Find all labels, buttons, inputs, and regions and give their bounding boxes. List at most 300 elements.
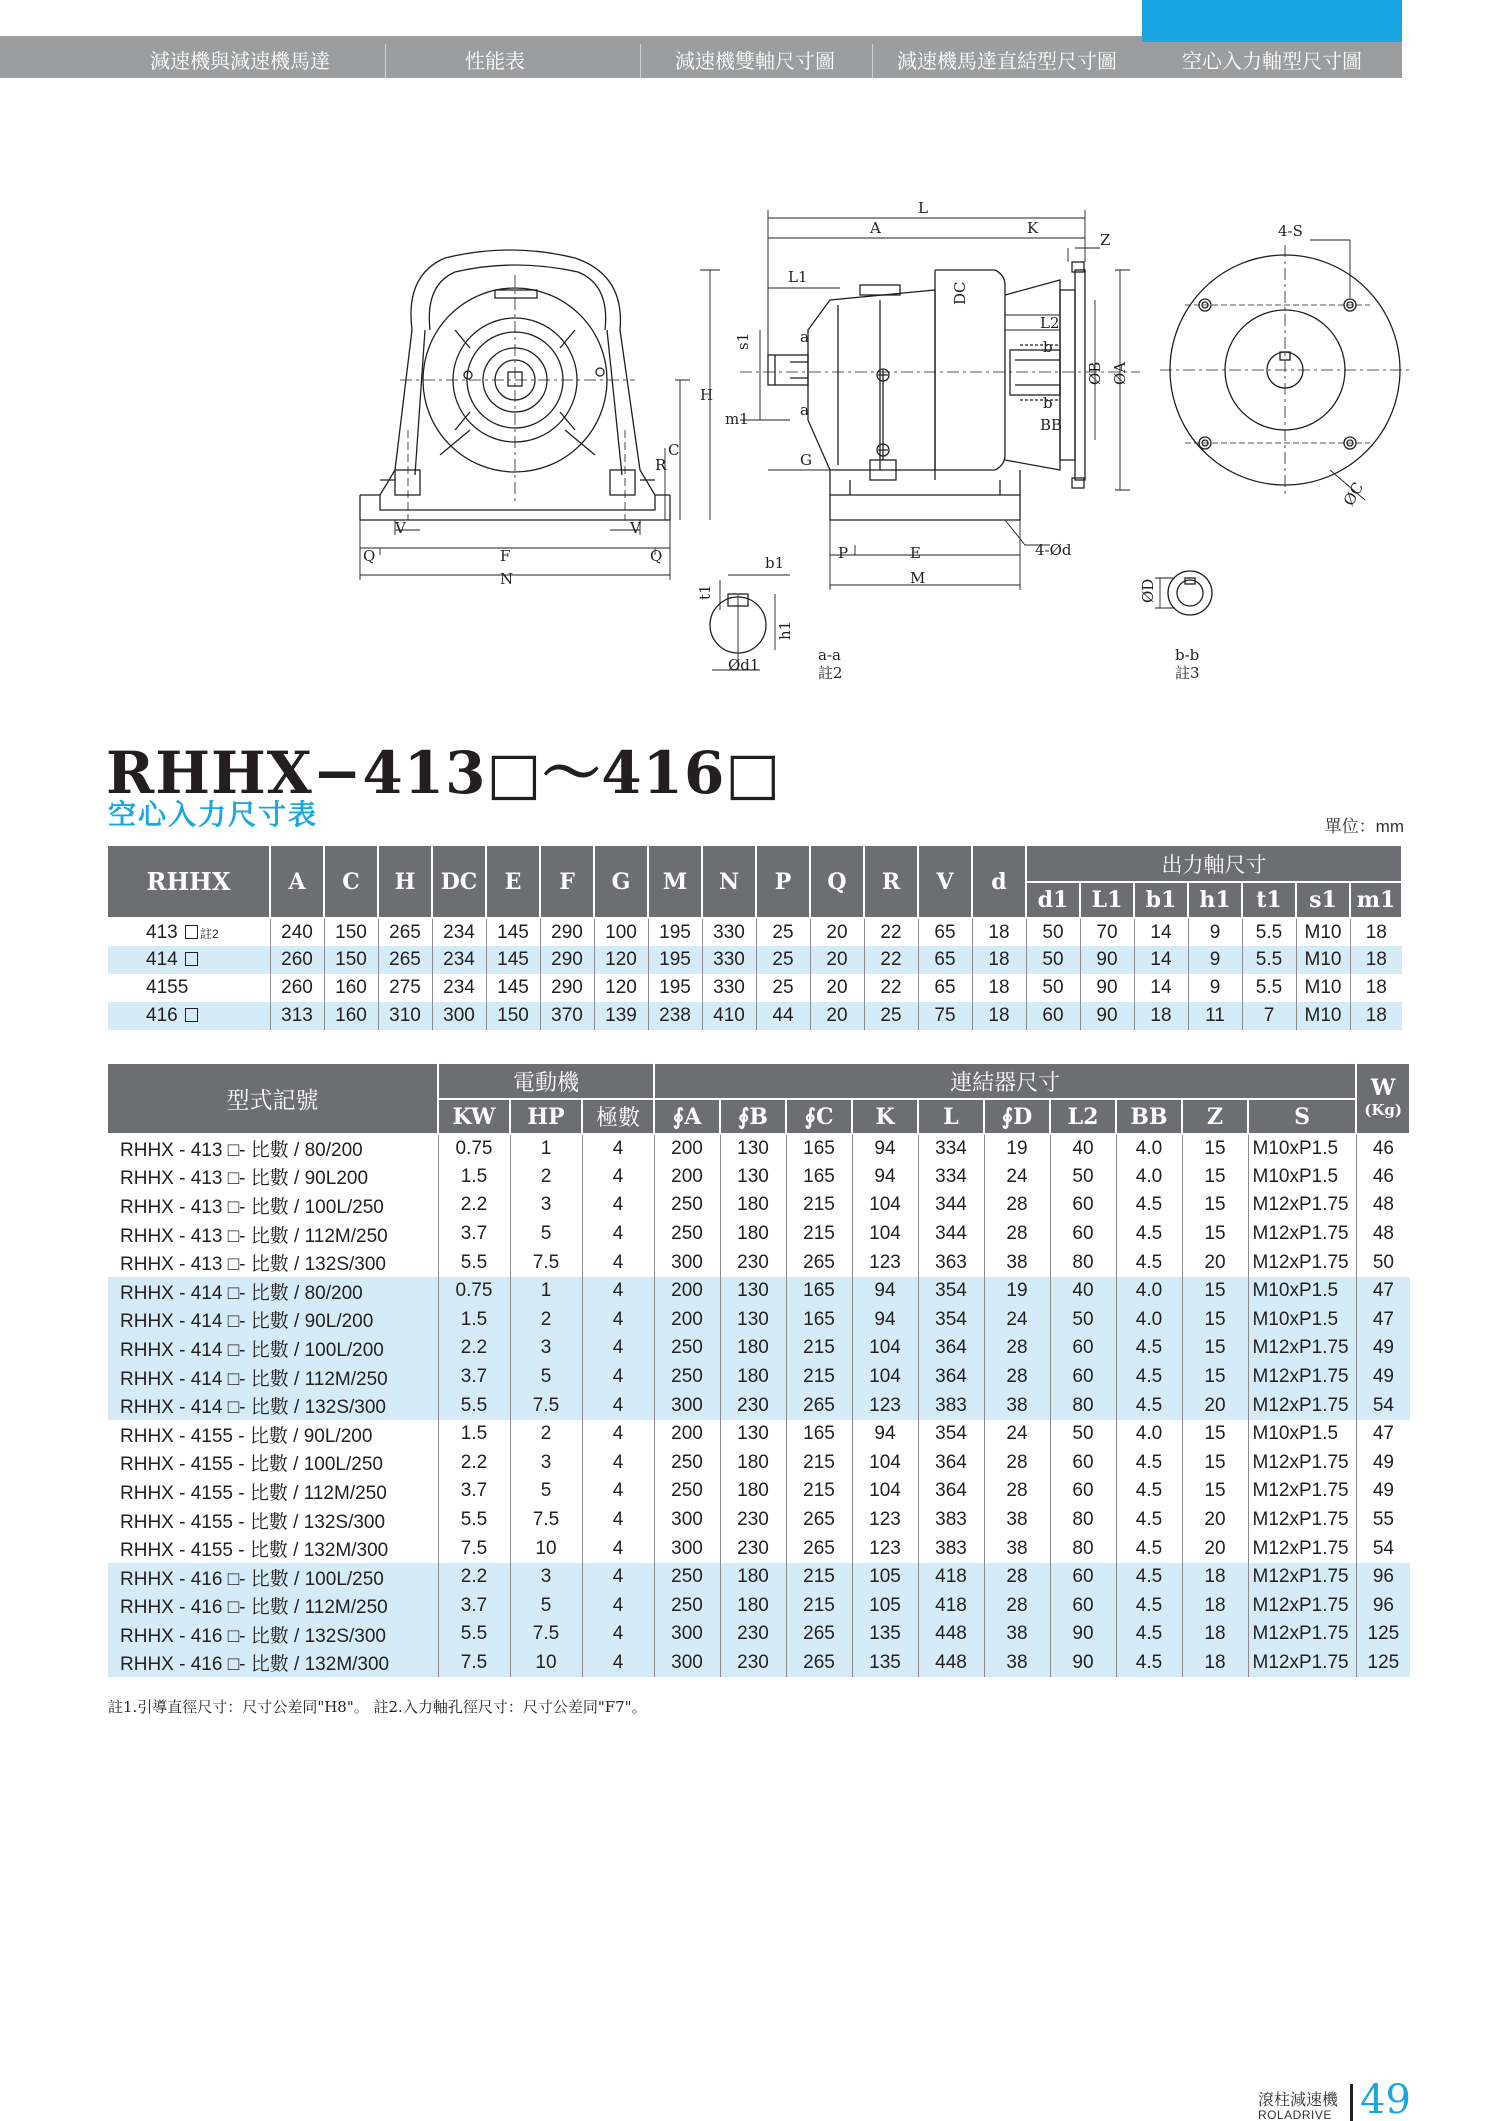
label-a-top: a	[800, 328, 809, 346]
table-cell: 47	[1356, 1306, 1410, 1335]
table-cell: 9	[1188, 974, 1242, 1002]
table-cell: 4.5	[1116, 1592, 1182, 1621]
table-cell: 18	[1350, 946, 1402, 974]
table-cell: 18	[1182, 1620, 1248, 1649]
model-code-cell: RHHX - 416 □- 比數 / 112M/250	[108, 1592, 438, 1621]
table-cell: 330	[702, 946, 756, 974]
table-cell: 5.5	[438, 1506, 510, 1535]
table-cell: 14	[1134, 974, 1188, 1002]
placeholder-box	[185, 925, 198, 939]
table-cell: M10	[1296, 946, 1350, 974]
table-cell: 15	[1182, 1306, 1248, 1335]
table-cell: 165	[786, 1134, 852, 1163]
table-cell: 3.7	[438, 1477, 510, 1506]
table-cell: 139	[594, 1002, 648, 1030]
table-cell: 364	[918, 1477, 984, 1506]
table-cell: 364	[918, 1334, 984, 1363]
table-cell: 50	[1050, 1420, 1116, 1449]
tab-dual-shaft[interactable]: 減速機雙軸尺寸圖	[675, 49, 835, 73]
table-row	[108, 1506, 1410, 1535]
table-cell: 18	[1182, 1649, 1248, 1678]
table-cell: 54	[1356, 1534, 1410, 1563]
header-col: G	[594, 846, 648, 918]
table-cell: 4.0	[1116, 1163, 1182, 1192]
label-phiB: ØB	[1086, 361, 1104, 385]
table-cell: 15	[1182, 1134, 1248, 1163]
table-cell: 5	[510, 1477, 582, 1506]
label-Q-left: Q	[363, 547, 376, 565]
table-cell: 4.5	[1116, 1334, 1182, 1363]
header-coupler-col: BB	[1116, 1099, 1182, 1134]
table-cell: 125	[1356, 1649, 1410, 1678]
table-cell: 250	[654, 1191, 720, 1220]
table-cell: 38	[984, 1649, 1050, 1678]
table-cell: 19	[984, 1277, 1050, 1306]
table-cell: 200	[654, 1163, 720, 1192]
table-cell: 4	[582, 1449, 654, 1478]
table-cell: 7.5	[510, 1620, 582, 1649]
table-cell: 230	[720, 1649, 786, 1678]
table-cell: 240	[270, 918, 324, 946]
label-P: P	[838, 544, 849, 562]
table-cell: 96	[1356, 1592, 1410, 1621]
table-cell: 80	[1050, 1534, 1116, 1563]
table-row	[108, 1449, 1410, 1478]
unit-label: 單位：mm	[1324, 817, 1404, 836]
table-cell: 1.5	[438, 1306, 510, 1335]
table-row	[108, 1592, 1410, 1621]
table-cell: 40	[1050, 1134, 1116, 1163]
header-col: F	[540, 846, 594, 918]
table-cell: 5.5	[1242, 946, 1296, 974]
table-cell: 2.2	[438, 1334, 510, 1363]
table-cell: 300	[654, 1534, 720, 1563]
table-cell: 370	[540, 1002, 594, 1030]
page-number: 49	[1360, 2077, 1411, 2121]
table-cell: 4	[582, 1248, 654, 1277]
model-code-cell: RHHX - 414 □- 比數 / 100L/200	[108, 1334, 438, 1363]
table-cell: 120	[594, 974, 648, 1002]
table-cell: 47	[1356, 1277, 1410, 1306]
table-cell: 4	[582, 1334, 654, 1363]
table-cell: 5.5	[1242, 918, 1296, 946]
table-cell: 383	[918, 1506, 984, 1535]
table-cell: 20	[1182, 1391, 1248, 1420]
table-cell: 150	[324, 946, 378, 974]
table-cell: 18	[1182, 1563, 1248, 1592]
table-cell: M10xP1.5	[1248, 1163, 1356, 1192]
table-cell: 165	[786, 1420, 852, 1449]
flange-view	[1160, 240, 1410, 500]
table-cell: 200	[654, 1134, 720, 1163]
table-cell: 50	[1050, 1306, 1116, 1335]
table-cell: 0.75	[438, 1134, 510, 1163]
table-cell: 234	[432, 918, 486, 946]
table-cell: 5.5	[438, 1620, 510, 1649]
footer-brand-cn: 滾柱減速機	[1258, 2090, 1339, 2109]
model-code-cell: RHHX - 4155 - 比數 / 132M/300	[108, 1534, 438, 1563]
table-cell: 200	[654, 1420, 720, 1449]
table-cell: 104	[852, 1191, 918, 1220]
table-cell: 44	[756, 1002, 810, 1030]
table-cell: 55	[1356, 1506, 1410, 1535]
header-col: DC	[432, 846, 486, 918]
table-cell: 20	[1182, 1534, 1248, 1563]
table-cell: 4	[582, 1506, 654, 1535]
table-cell: 165	[786, 1277, 852, 1306]
table-cell: 130	[720, 1163, 786, 1192]
table-cell: 15	[1182, 1220, 1248, 1249]
table-cell: 4	[582, 1306, 654, 1335]
table-cell: 24	[984, 1420, 1050, 1449]
table-cell: 49	[1356, 1477, 1410, 1506]
table-cell: 180	[720, 1363, 786, 1392]
table-row	[108, 1220, 1410, 1249]
table-cell: M10xP1.5	[1248, 1420, 1356, 1449]
label-C: C	[668, 441, 680, 459]
table-cell: 230	[720, 1248, 786, 1277]
table-cell: 230	[720, 1534, 786, 1563]
table-cell: M12xP1.75	[1248, 1220, 1356, 1249]
table-cell: M12xP1.75	[1248, 1191, 1356, 1220]
table-cell: 90	[1080, 974, 1134, 1002]
table-cell: 0.75	[438, 1277, 510, 1306]
table-cell: 4.5	[1116, 1391, 1182, 1420]
table-cell: 50	[1026, 918, 1080, 946]
label-phid1: Ød1	[728, 656, 760, 674]
table-cell: 4.0	[1116, 1134, 1182, 1163]
table-cell: 4.5	[1116, 1534, 1182, 1563]
placeholder-box	[185, 1008, 198, 1022]
table-cell: 60	[1050, 1563, 1116, 1592]
table-cell: 4.5	[1116, 1449, 1182, 1478]
table-cell: 200	[654, 1306, 720, 1335]
table-cell: 200	[654, 1277, 720, 1306]
table-cell: 38	[984, 1391, 1050, 1420]
label-phiA: ØA	[1111, 361, 1129, 385]
table-cell: 25	[756, 946, 810, 974]
front-view	[360, 250, 720, 580]
header-col: V	[918, 846, 972, 918]
header-shaft-col: d1	[1026, 882, 1080, 918]
model-cell	[108, 918, 270, 946]
table-cell: 15	[1182, 1191, 1248, 1220]
model-cell	[108, 1002, 270, 1030]
table-cell: 234	[432, 974, 486, 1002]
table-cell: 1	[510, 1277, 582, 1306]
header-coupler-col: ∮C	[786, 1099, 852, 1134]
label-K: K	[1027, 219, 1039, 237]
table-cell: M10xP1.5	[1248, 1277, 1356, 1306]
table-cell: 25	[756, 918, 810, 946]
label-4S: 4-S	[1278, 222, 1303, 240]
table-cell: 215	[786, 1191, 852, 1220]
table-cell: 90	[1080, 1002, 1134, 1030]
table-cell: 300	[654, 1620, 720, 1649]
table-row	[108, 1391, 1410, 1420]
table-cell: 238	[648, 1002, 702, 1030]
table-cell: 230	[720, 1506, 786, 1535]
table-cell: 7.5	[510, 1506, 582, 1535]
table-cell: 180	[720, 1563, 786, 1592]
side-view	[740, 210, 1140, 590]
table-cell: 250	[654, 1477, 720, 1506]
label-Q-right: Q	[650, 547, 663, 565]
table-cell: 1.5	[438, 1420, 510, 1449]
table-cell: M12xP1.75	[1248, 1248, 1356, 1277]
label-m1: m1	[725, 410, 749, 428]
model-code-cell: RHHX - 4155 - 比數 / 112M/250	[108, 1477, 438, 1506]
footnote: 註1.引導直徑尺寸：尺寸公差同"H8"。 註2.入力軸孔徑尺寸：尺寸公差同"F7"。	[108, 1698, 647, 1716]
table-cell: 20	[810, 1002, 864, 1030]
table-cell: 3.7	[438, 1592, 510, 1621]
table-cell: 18	[972, 918, 1026, 946]
table-cell: 90	[1050, 1649, 1116, 1678]
table-cell: 15	[1182, 1163, 1248, 1192]
table-cell: 383	[918, 1391, 984, 1420]
table-cell: 49	[1356, 1449, 1410, 1478]
label-E: E	[910, 544, 921, 562]
table-row	[108, 1248, 1410, 1277]
dimension-table	[108, 846, 1403, 1030]
header-model-code: 型式記號	[108, 1064, 438, 1134]
table-cell: 4	[582, 1477, 654, 1506]
dimension-drawing	[0, 0, 1500, 700]
table-cell: 90	[1050, 1620, 1116, 1649]
header-col: C	[324, 846, 378, 918]
tab-hollow-input[interactable]: 空心入力軸型尺寸圖	[1142, 0, 1402, 42]
table-cell: 7.5	[438, 1534, 510, 1563]
table-row	[108, 974, 1402, 1002]
label-aa: a-a	[818, 646, 841, 664]
table-cell: 410	[702, 1002, 756, 1030]
coupler-table	[108, 1064, 1411, 1677]
table-cell: 54	[1356, 1391, 1410, 1420]
table-cell: 265	[786, 1649, 852, 1678]
table-cell: 50	[1050, 1163, 1116, 1192]
table-cell: 22	[864, 946, 918, 974]
table-cell: 14	[1134, 946, 1188, 974]
table-cell: 15	[1182, 1477, 1248, 1506]
table-cell: 18	[972, 946, 1026, 974]
table-cell: 24	[984, 1163, 1050, 1192]
table-cell: 135	[852, 1649, 918, 1678]
table-cell: 4	[582, 1420, 654, 1449]
table-cell: 75	[918, 1002, 972, 1030]
table-cell: 18	[972, 974, 1026, 1002]
tab-performance[interactable]: 性能表	[465, 49, 525, 73]
header-col: N	[702, 846, 756, 918]
note-marker: 註2	[199, 926, 219, 941]
table-row	[108, 1563, 1410, 1592]
label-t1: t1	[696, 584, 714, 600]
table-cell: 28	[984, 1563, 1050, 1592]
table-row	[108, 1363, 1410, 1392]
table-cell: 3	[510, 1191, 582, 1220]
table-cell: 10	[510, 1534, 582, 1563]
table-cell: 28	[984, 1477, 1050, 1506]
table-cell: 150	[324, 918, 378, 946]
header-coupler-col: ∮A	[654, 1099, 720, 1134]
header-motor: 電動機	[438, 1064, 654, 1099]
table-cell: 20	[1182, 1248, 1248, 1277]
table-cell: 250	[654, 1449, 720, 1478]
table-cell: 25	[756, 974, 810, 1002]
table-cell: 15	[1182, 1449, 1248, 1478]
tab-direct-coupled[interactable]: 減速機馬達直結型尺寸圖	[897, 49, 1117, 73]
table-cell: 104	[852, 1334, 918, 1363]
table-cell: 5	[510, 1220, 582, 1249]
table-cell: 80	[1050, 1248, 1116, 1277]
model-code-cell: RHHX - 414 □- 比數 / 132S/300	[108, 1391, 438, 1420]
label-F: F	[500, 547, 511, 565]
model-code-cell: RHHX - 413 □- 比數 / 100L/250	[108, 1191, 438, 1220]
table-cell: 100	[594, 918, 648, 946]
table-cell: 4	[582, 1534, 654, 1563]
table-row	[108, 1620, 1410, 1649]
table-row	[108, 946, 1402, 974]
page-title: RHHX−413□～416□	[106, 739, 782, 807]
table-cell: 4.0	[1116, 1420, 1182, 1449]
label-s1: s1	[734, 332, 752, 350]
table-cell: 145	[486, 974, 540, 1002]
table-row	[108, 1002, 1402, 1030]
label-R: R	[655, 456, 667, 474]
table-cell: 7	[1242, 1002, 1296, 1030]
table-cell: 330	[702, 918, 756, 946]
table-row	[108, 1306, 1410, 1335]
label-bb: b-b	[1175, 646, 1200, 664]
table-cell: 300	[654, 1248, 720, 1277]
model-code-cell: RHHX - 416 □- 比數 / 132M/300	[108, 1649, 438, 1678]
table-cell: 11	[1188, 1002, 1242, 1030]
model-cell	[108, 974, 270, 1002]
section-bb	[1155, 571, 1212, 615]
table-cell: M12xP1.75	[1248, 1620, 1356, 1649]
page-subtitle: 空心入力尺寸表	[108, 798, 319, 831]
table-cell: 2	[510, 1306, 582, 1335]
table-cell: 180	[720, 1477, 786, 1506]
table-cell: 364	[918, 1449, 984, 1478]
table-cell: 3.7	[438, 1220, 510, 1249]
table-cell: 4	[582, 1277, 654, 1306]
table-cell: 354	[918, 1420, 984, 1449]
table-cell: 145	[486, 946, 540, 974]
header-col: d	[972, 846, 1026, 918]
table-cell: 20	[1182, 1506, 1248, 1535]
table-cell: 3	[510, 1334, 582, 1363]
table-cell: 104	[852, 1477, 918, 1506]
label-H: H	[700, 386, 714, 404]
table-cell: 130	[720, 1134, 786, 1163]
table-cell: 7.5	[510, 1248, 582, 1277]
table-cell: 19	[984, 1134, 1050, 1163]
table-cell: 60	[1050, 1477, 1116, 1506]
table-cell: 4.5	[1116, 1248, 1182, 1277]
table-cell: 3	[510, 1563, 582, 1592]
footer-divider	[1350, 2084, 1353, 2121]
table-cell: 2	[510, 1163, 582, 1192]
table-cell: 313	[270, 1002, 324, 1030]
header-shaft-col: L1	[1080, 882, 1134, 918]
table-cell: 250	[654, 1334, 720, 1363]
table-cell: 180	[720, 1220, 786, 1249]
table-cell: 24	[984, 1306, 1050, 1335]
table-cell: 195	[648, 946, 702, 974]
model-code-cell: RHHX - 413 □- 比數 / 132S/300	[108, 1248, 438, 1277]
label-L2: L2	[1040, 314, 1060, 332]
table-cell: 123	[852, 1534, 918, 1563]
label-A: A	[870, 219, 881, 237]
table-cell: 2.2	[438, 1563, 510, 1592]
table-cell: 5	[510, 1592, 582, 1621]
table-cell: 1.5	[438, 1163, 510, 1192]
table-cell: 94	[852, 1134, 918, 1163]
table-cell: 50	[1026, 974, 1080, 1002]
table-cell: 94	[852, 1306, 918, 1335]
label-L1: L1	[788, 268, 808, 286]
table-cell: 18	[1350, 974, 1402, 1002]
table-cell: 125	[1356, 1620, 1410, 1649]
header-coupler: 連結器尺寸	[654, 1064, 1356, 1099]
table-cell: 14	[1134, 918, 1188, 946]
table-cell: M12xP1.75	[1248, 1477, 1356, 1506]
model-code-cell: RHHX - 416 □- 比數 / 132S/300	[108, 1620, 438, 1649]
header-shaft-col: h1	[1188, 882, 1242, 918]
table-cell: M10xP1.5	[1248, 1134, 1356, 1163]
table-cell: 344	[918, 1220, 984, 1249]
table-cell: 60	[1050, 1449, 1116, 1478]
table-cell: 418	[918, 1592, 984, 1621]
table-cell: 7.5	[510, 1391, 582, 1420]
table-cell: 28	[984, 1191, 1050, 1220]
table-cell: 18	[1350, 918, 1402, 946]
table-cell: 275	[378, 974, 432, 1002]
table-cell: 4.5	[1116, 1191, 1182, 1220]
table-cell: 9	[1188, 918, 1242, 946]
model-code-cell: RHHX - 4155 - 比數 / 132S/300	[108, 1506, 438, 1535]
table-cell: 4.5	[1116, 1620, 1182, 1649]
table-cell: 28	[984, 1363, 1050, 1392]
model-code-cell: RHHX - 416 □- 比數 / 100L/250	[108, 1563, 438, 1592]
model-code-cell: RHHX - 413 □- 比數 / 90L200	[108, 1163, 438, 1192]
table-cell: 18	[1350, 1002, 1402, 1030]
table-cell: 50	[1356, 1248, 1410, 1277]
table-cell: 215	[786, 1363, 852, 1392]
label-b1: b1	[765, 554, 785, 572]
table-row	[108, 918, 1402, 946]
label-4phid: 4-Ød	[1035, 541, 1072, 559]
table-cell: 48	[1356, 1191, 1410, 1220]
table-cell: 4	[582, 1649, 654, 1678]
model-name: 416	[146, 1005, 178, 1026]
label-note2: 註2	[818, 664, 843, 682]
table-cell: M12xP1.75	[1248, 1534, 1356, 1563]
table-cell: 28	[984, 1220, 1050, 1249]
table-cell: 94	[852, 1163, 918, 1192]
table-cell: M12xP1.75	[1248, 1506, 1356, 1535]
table-cell: 60	[1026, 1002, 1080, 1030]
table-cell: 65	[918, 974, 972, 1002]
table-cell: 260	[270, 974, 324, 1002]
header-col: E	[486, 846, 540, 918]
header-coupler-col: ∮B	[720, 1099, 786, 1134]
tab-reducer-motor[interactable]: 減速機與減速機馬達	[150, 49, 330, 73]
table-cell: 90	[1080, 946, 1134, 974]
table-cell: 265	[786, 1248, 852, 1277]
table-cell: 46	[1356, 1134, 1410, 1163]
table-cell: 160	[324, 974, 378, 1002]
